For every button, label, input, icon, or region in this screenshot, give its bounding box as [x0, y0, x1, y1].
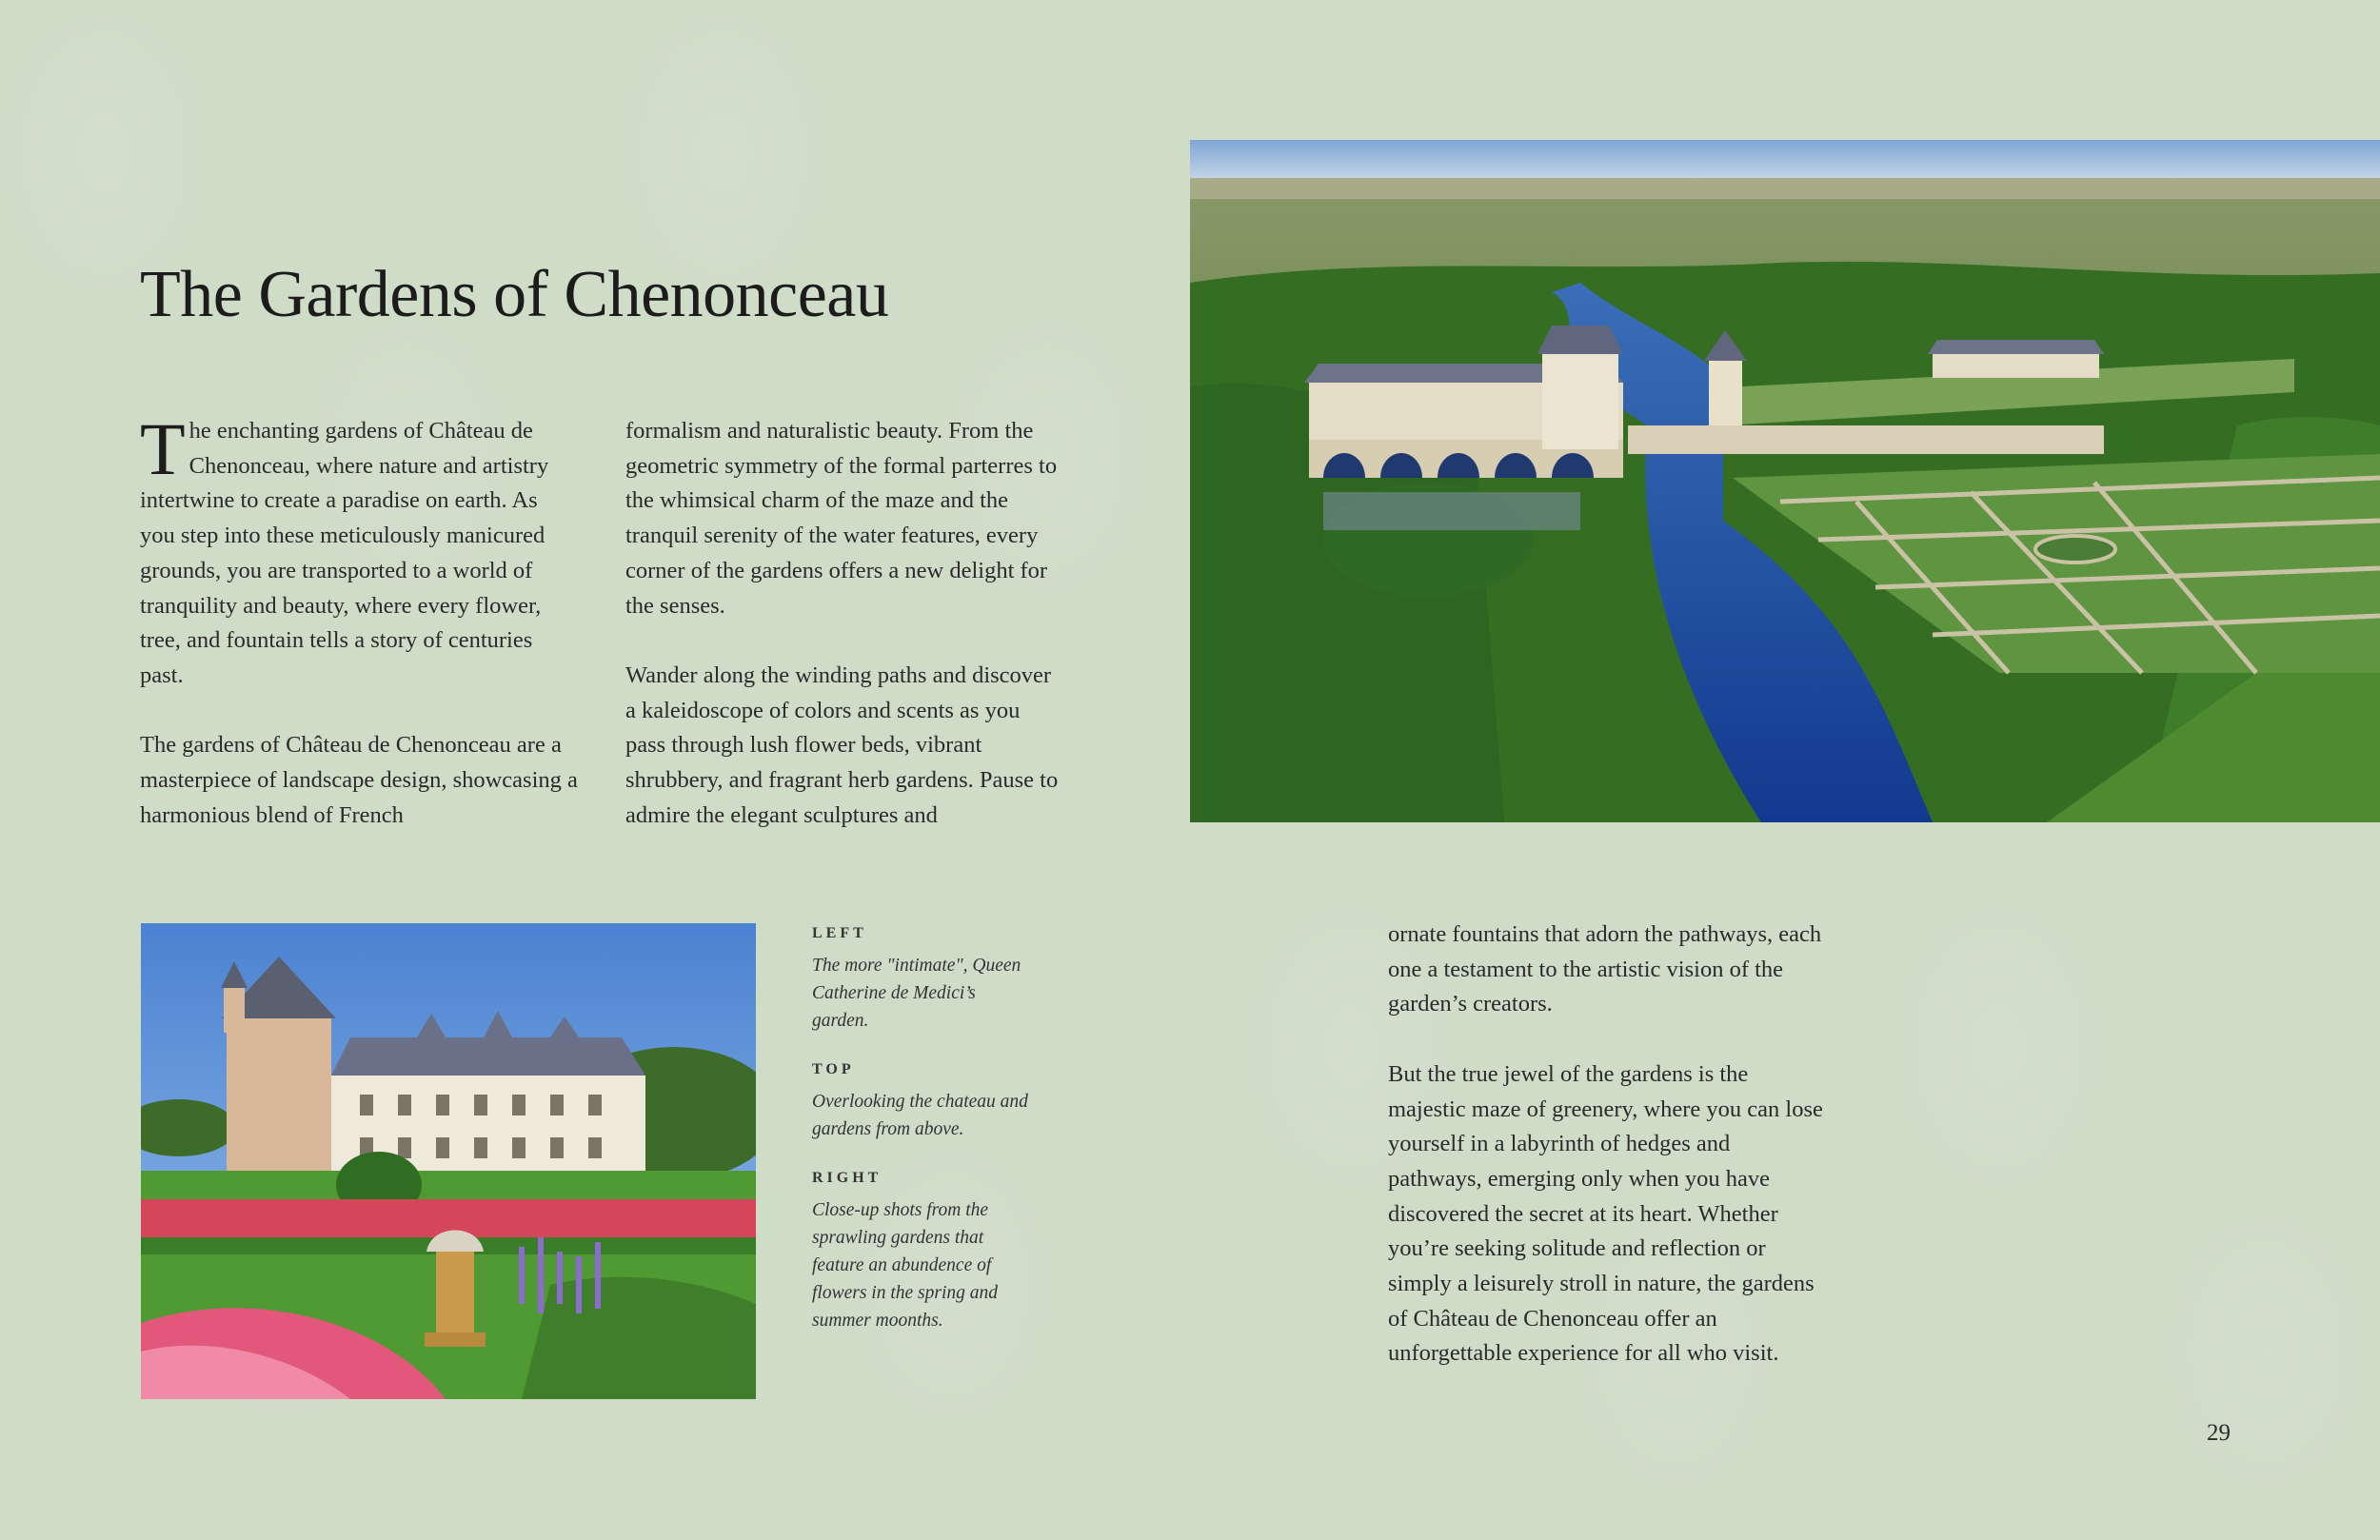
paragraph: But the true jewel of the gardens is the majestic maze of greenery, where you can lose yourself in a labyrinth of hedges and pathways, emerging only when you have discovered the secret at its heart. Whether you’re seeking solitude and reflection or simply a leisurely stroll in nature, the gardens of Château de Chenonceau offer an unforgettable experience for all who visit.	[1388, 1060, 1823, 1367]
chateau-garden-photo-illustration	[141, 923, 756, 1399]
caption-heading-right: RIGHT	[812, 1170, 883, 1186]
page-number: 29	[2207, 1420, 2231, 1446]
aerial-photo-illustration	[1190, 140, 2380, 822]
drop-cap: T	[140, 407, 186, 490]
page-title: The Gardens of Chenonceau	[140, 258, 889, 331]
caption-text-top: Overlooking the chateau and gardens from above.	[812, 1092, 1028, 1139]
caption-text-right: Close-up shots from the sprawling gardens that feature an abundence of flowers in the spring and summer moonths.	[812, 1200, 999, 1331]
photo-captions	[812, 925, 1031, 1361]
paragraph	[140, 407, 578, 694]
paragraph: formalism and naturalistic beauty. From the geometric symmetry of the formal parterres to the whimsical charm of the maze and the tranquil serenity of the water features, every corner of the gardens offers a new delight for the senses.	[625, 418, 1058, 619]
text-column-3	[1388, 918, 1826, 1372]
paragraph-text: he enchanting gardens of Château de Chenonceau, where nature and artistry intertwine to create a paradise on earth. As you step into these meticulously manicured grounds, you are transported to a world of tranquility and beauty, where every flower, tree, and fountain tells a story of centuries past.	[140, 418, 549, 688]
paragraph: Wander along the winding paths and discover a kaleidoscope of colors and scents as you pass through lush flower beds, vibrant shrubbery, and fragrant herb gardens. Pause to admire the elegant sculptures and	[625, 661, 1059, 828]
caption-text-left: The more "intimate", Queen Catherine de Medici’s garden.	[812, 956, 1021, 1031]
caption-heading-left: LEFT	[812, 925, 867, 941]
aerial-photo	[1190, 140, 2380, 822]
text-column-1	[140, 407, 578, 833]
paragraph: The gardens of Château de Chenonceau are a masterpiece of landscape design, showcasing a harmonious blend of French	[140, 732, 578, 828]
paragraph: ornate fountains that adorn the pathways, each one a testament to the artistic vision of the garden’s creators.	[1388, 921, 1822, 1017]
chateau-garden-photo	[141, 923, 756, 1399]
caption-heading-top: TOP	[812, 1061, 855, 1077]
text-column-2	[625, 414, 1063, 833]
